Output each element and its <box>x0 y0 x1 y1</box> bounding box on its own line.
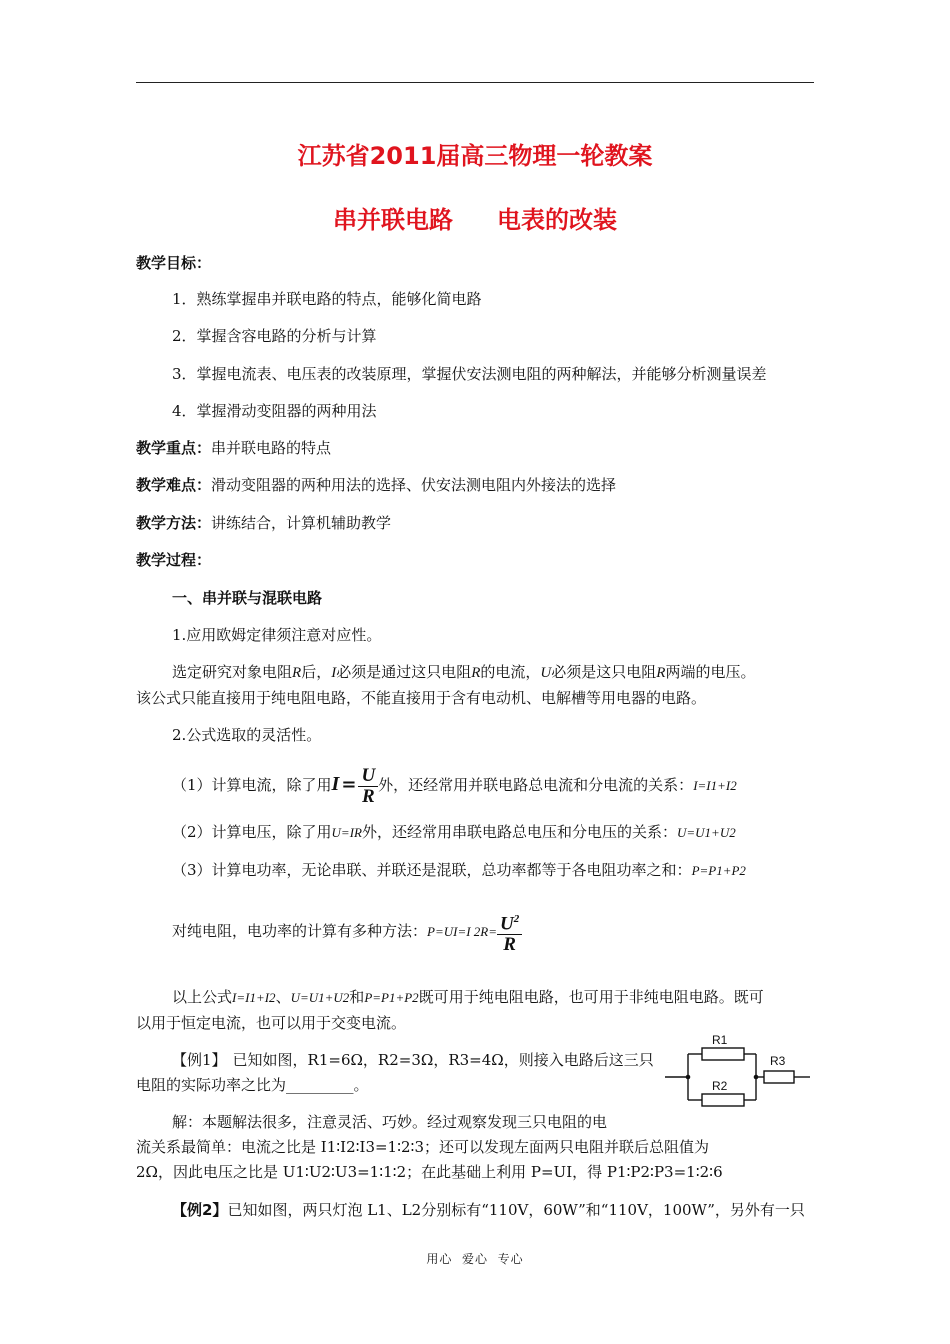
summary-line: 以上公式I=I1+I2、U=U1+U2和P=P1+P2既可用于纯电阻电路，也可用于非纯电阻电路。既可 <box>172 988 764 1006</box>
text-span: 外，还经常用串联电路总电压和分电压的关系： <box>361 823 677 841</box>
paragraph <box>172 662 755 683</box>
numerator: U <box>358 766 378 787</box>
text-span: （3）计算电功率，无论串联、并联还是混联，总功率都等于各电阻功率之和： <box>172 861 692 879</box>
document-title: 江苏省2011届高三物理一轮教案 <box>297 142 653 170</box>
method <box>136 513 391 533</box>
objective-item: 2．掌握含容电路的分析与计算 <box>172 327 377 345</box>
key-point <box>136 438 331 458</box>
power-formula: P=UI=I 2R= <box>427 924 498 939</box>
solution-line: 流关系最简单：电流之比是 I1∶I2∶I3=1∶2∶3；还可以发现左面两只电阻并联后总阻值为 <box>136 1138 709 1156</box>
example1-line2: 电阻的实际功率之比为_________。 <box>136 1076 369 1094</box>
fraction-u-over-r <box>358 766 378 807</box>
difficulty-label: 教学难点： <box>136 476 212 494</box>
difficulty <box>136 475 616 495</box>
objective-item: 3．掌握电流表、电压表的改装原理，掌握伏安法测电阻的两种解法，并能够分析测量误差 <box>172 365 767 383</box>
junction-node <box>754 1075 759 1080</box>
method-text: 讲练结合，计算机辅助教学 <box>211 514 392 532</box>
example-tag: 【例2】 <box>172 1201 228 1219</box>
solution-line: 2Ω，因此电压之比是 U1∶U2∶U3=1∶1∶2；在此基础上利用 P=UI，得 P1∶P2∶P3=1∶2∶6 <box>136 1163 723 1181</box>
formula-line-1 <box>172 762 737 808</box>
formula-span: I=I1+I2 <box>232 990 276 1005</box>
text-span: 对纯电阻，电功率的计算有多种方法： <box>172 922 428 940</box>
var-u: U <box>540 665 552 681</box>
var-u: U <box>500 913 514 935</box>
text-span: 以上公式 <box>172 988 233 1006</box>
denominator: R <box>503 934 516 956</box>
label-r1: R1 <box>712 1033 728 1047</box>
text-span: 既可用于纯电阻电路，也可用于非纯电阻电路。既可 <box>418 988 764 1006</box>
equals-sign: = <box>341 774 357 795</box>
text-span: 选定研究对象电阻 <box>172 663 293 681</box>
var-i: I <box>331 665 337 681</box>
resistor-r1 <box>702 1048 744 1060</box>
page-footer: 用心 爱心 专心 <box>426 1252 524 1266</box>
text-span: 已知如图，两只灯泡 L1、L2分别标有“110V，60W”和“110V，100W”，另外有一只 <box>227 1201 805 1219</box>
resistor-r2 <box>702 1094 744 1106</box>
method-label: 教学方法： <box>136 514 212 532</box>
var-r: R <box>656 665 666 681</box>
formula-line-3 <box>172 860 746 881</box>
document-subtitle <box>0 200 950 235</box>
voltage-relation: U=U1+U2 <box>677 825 736 840</box>
process-label: 教学过程： <box>136 551 212 569</box>
label-r3: R3 <box>770 1054 786 1068</box>
current-relation: I=I1+I2 <box>693 778 737 793</box>
text-span: 后， <box>301 663 332 681</box>
power-formula-line <box>172 908 522 955</box>
solution-line: 解：本题解法很多，注意灵活、巧妙。经过观察发现三只电阻的电 <box>172 1113 608 1131</box>
text-span: 的电流， <box>480 663 541 681</box>
text-span: 必须是通过这只电阻 <box>336 663 472 681</box>
text-span: （2）计算电压，除了用 <box>172 823 332 841</box>
formula-span: U=U1+U2 <box>290 990 350 1005</box>
key-point-text: 串并联电路的特点 <box>211 439 332 457</box>
section-heading: 一、串并联与混联电路 <box>172 589 323 607</box>
superscript: 2 <box>513 912 520 925</box>
paragraph: 2.公式选取的灵活性。 <box>172 726 322 744</box>
summary-line-2: 以用于恒定电流，也可以用于交变电流。 <box>136 1014 407 1032</box>
paragraph: 1.应用欧姆定律须注意对应性。 <box>172 626 382 644</box>
ohm-law: U=IR <box>331 825 362 840</box>
circuit-diagram <box>660 1030 820 1110</box>
subtitle-left: 串并联电路 <box>333 206 453 234</box>
difficulty-text: 滑动变阻器的两种用法的选择、伏安法测电阻内外接法的选择 <box>211 476 617 494</box>
text-span: 必须是这只电阻 <box>551 663 657 681</box>
resistor-r3 <box>764 1071 794 1083</box>
label-r2: R2 <box>712 1079 728 1093</box>
text-span: 外，还经常用并联电路总电流和分电流的关系： <box>378 776 694 794</box>
formula-span: P=P1+P2 <box>364 990 419 1005</box>
key-point-label: 教学重点： <box>136 439 212 457</box>
var-i: I <box>331 773 340 795</box>
header-rule <box>136 82 814 83</box>
numerator <box>497 909 522 935</box>
text-span: 已知如图，R1=6Ω，R2=3Ω，R3=4Ω，则接入电路后这三只 <box>232 1051 654 1069</box>
paragraph: 该公式只能直接用于纯电阻电路，不能直接用于含有电动机、电解槽等用电器的电路。 <box>136 689 707 707</box>
var-r: R <box>292 665 302 681</box>
objective-item: 4．掌握滑动变阻器的两种用法 <box>172 402 377 420</box>
power-relation: P=P1+P2 <box>691 863 746 878</box>
example2-line <box>172 1200 805 1220</box>
text-span: （1）计算电流，除了用 <box>172 776 332 794</box>
subtitle-right: 电表的改装 <box>497 206 617 234</box>
var-r: R <box>471 665 481 681</box>
junction-node <box>686 1075 691 1080</box>
example-tag: 【例1】 <box>172 1051 227 1069</box>
formula-line-2 <box>172 822 736 843</box>
denominator: R <box>361 785 375 807</box>
fraction-u2-over-r <box>497 909 522 955</box>
text-span: 两端的电压。 <box>665 663 756 681</box>
example1-line1 <box>172 1050 654 1070</box>
text-span: 和 <box>349 988 365 1006</box>
objective-item: 1．熟练掌握串并联电路的特点，能够化简电路 <box>172 290 482 308</box>
objectives-label: 教学目标： <box>136 254 212 272</box>
